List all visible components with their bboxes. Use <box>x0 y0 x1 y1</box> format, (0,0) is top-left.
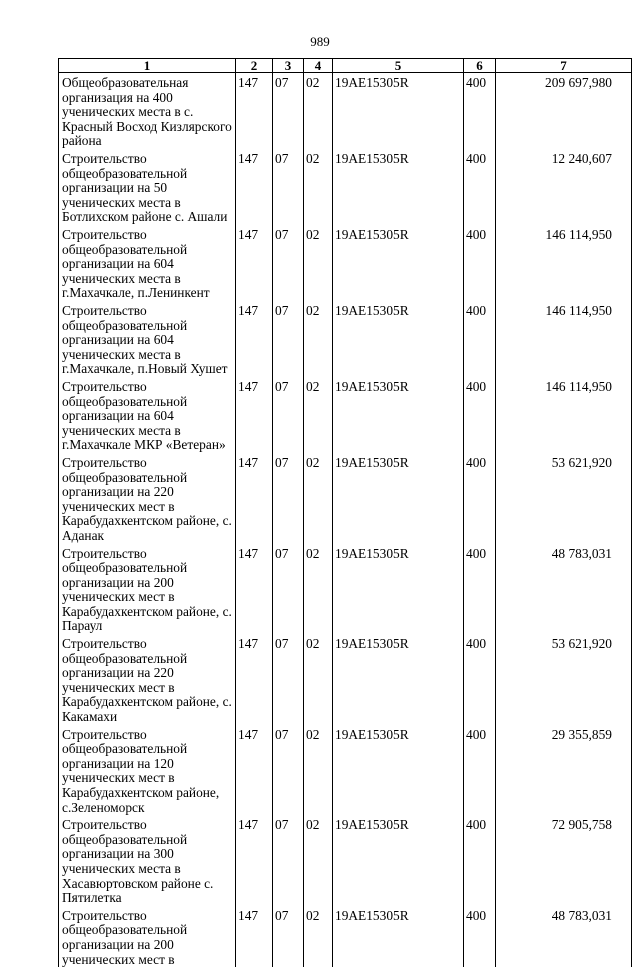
row-code-2: 147 <box>236 377 273 453</box>
row-code-2: 147 <box>236 73 273 149</box>
header-row <box>59 59 632 73</box>
row-target-article: 19AE15305R <box>333 906 464 967</box>
row-code-3: 07 <box>273 301 304 377</box>
table-row <box>59 725 632 816</box>
row-expense-type: 400 <box>464 377 496 453</box>
row-amount: 29 355,859 <box>496 725 632 816</box>
row-expense-type: 400 <box>464 301 496 377</box>
row-code-4: 02 <box>304 634 333 725</box>
row-target-article: 19AE15305R <box>333 149 464 225</box>
row-amount: 53 621,920 <box>496 634 632 725</box>
row-code-4: 02 <box>304 815 333 906</box>
row-code-3: 07 <box>273 906 304 967</box>
row-name: Общеобразовательная организация на 400 ученических места в с. Красный Восход Кизлярского района <box>59 73 236 149</box>
row-target-article: 19AE15305R <box>333 453 464 544</box>
row-name: Строительство общеобразовательной организации на 200 ученических мест в Карабудахкентском районе, с. Параул <box>59 544 236 635</box>
row-code-4: 02 <box>304 149 333 225</box>
row-target-article: 19AE15305R <box>333 73 464 149</box>
column-header-3: 3 <box>273 59 304 73</box>
row-expense-type: 400 <box>464 725 496 816</box>
row-target-article: 19AE15305R <box>333 815 464 906</box>
row-code-3: 07 <box>273 634 304 725</box>
row-amount: 209 697,980 <box>496 73 632 149</box>
row-code-2: 147 <box>236 544 273 635</box>
row-code-2: 147 <box>236 453 273 544</box>
row-code-3: 07 <box>273 73 304 149</box>
row-name: Строительство общеобразовательной организации на 50 ученических места в Ботлихском районе с. Ашали <box>59 149 236 225</box>
column-header-6: 6 <box>464 59 496 73</box>
page-number: 989 <box>0 34 640 50</box>
row-code-4: 02 <box>304 377 333 453</box>
row-amount: 146 114,950 <box>496 301 632 377</box>
row-expense-type: 400 <box>464 149 496 225</box>
table-row <box>59 815 632 906</box>
row-target-article: 19AE15305R <box>333 377 464 453</box>
row-code-4: 02 <box>304 544 333 635</box>
row-expense-type: 400 <box>464 225 496 301</box>
row-amount: 72 905,758 <box>496 815 632 906</box>
row-code-2: 147 <box>236 906 273 967</box>
row-code-4: 02 <box>304 725 333 816</box>
column-header-7: 7 <box>496 59 632 73</box>
row-expense-type: 400 <box>464 73 496 149</box>
table-body <box>59 73 632 967</box>
row-code-2: 147 <box>236 301 273 377</box>
row-code-3: 07 <box>273 725 304 816</box>
row-target-article: 19AE15305R <box>333 634 464 725</box>
table-row <box>59 149 632 225</box>
table-row <box>59 377 632 453</box>
table-header <box>59 59 632 73</box>
row-amount: 146 114,950 <box>496 225 632 301</box>
row-name: Строительство общеобразовательной организации на 604 ученических места в г.Махачкале, п.Новый Хушет <box>59 301 236 377</box>
row-name: Строительство общеобразовательной организации на 604 ученических места в г.Махачкале, п.Ленинкент <box>59 225 236 301</box>
column-header-5: 5 <box>333 59 464 73</box>
row-code-3: 07 <box>273 377 304 453</box>
row-expense-type: 400 <box>464 906 496 967</box>
row-target-article: 19AE15305R <box>333 301 464 377</box>
row-code-2: 147 <box>236 225 273 301</box>
row-code-2: 147 <box>236 815 273 906</box>
table-row <box>59 634 632 725</box>
row-code-3: 07 <box>273 225 304 301</box>
row-name: Строительство общеобразовательной организации на 604 ученических места в г.Махачкале МКР «Ветеран» <box>59 377 236 453</box>
row-amount: 146 114,950 <box>496 377 632 453</box>
row-code-3: 07 <box>273 815 304 906</box>
row-code-3: 07 <box>273 149 304 225</box>
row-name: Строительство общеобразовательной организации на 200 ученических мест в <box>59 906 236 967</box>
column-header-2: 2 <box>236 59 273 73</box>
row-expense-type: 400 <box>464 453 496 544</box>
row-expense-type: 400 <box>464 544 496 635</box>
row-amount: 53 621,920 <box>496 453 632 544</box>
row-amount: 12 240,607 <box>496 149 632 225</box>
column-header-1: 1 <box>59 59 236 73</box>
row-code-2: 147 <box>236 634 273 725</box>
row-code-4: 02 <box>304 301 333 377</box>
table-row <box>59 906 632 967</box>
table-row <box>59 225 632 301</box>
row-code-2: 147 <box>236 149 273 225</box>
table-row <box>59 301 632 377</box>
table-row <box>59 544 632 635</box>
row-expense-type: 400 <box>464 815 496 906</box>
budget-table <box>58 58 632 967</box>
row-code-4: 02 <box>304 906 333 967</box>
table-row <box>59 73 632 149</box>
row-code-3: 07 <box>273 453 304 544</box>
row-code-4: 02 <box>304 225 333 301</box>
row-amount: 48 783,031 <box>496 906 632 967</box>
table-row <box>59 453 632 544</box>
row-name: Строительство общеобразовательной организации на 300 ученических места в Хасавюртовском районе с. Пятилетка <box>59 815 236 906</box>
row-code-3: 07 <box>273 544 304 635</box>
row-target-article: 19AE15305R <box>333 725 464 816</box>
row-code-2: 147 <box>236 725 273 816</box>
column-header-4: 4 <box>304 59 333 73</box>
row-expense-type: 400 <box>464 634 496 725</box>
row-name: Строительство общеобразовательной организации на 120 ученических мест в Карабудахкентском районе, с.Зеленоморск <box>59 725 236 816</box>
row-code-4: 02 <box>304 73 333 149</box>
row-target-article: 19AE15305R <box>333 544 464 635</box>
row-target-article: 19AE15305R <box>333 225 464 301</box>
row-name: Строительство общеобразовательной организации на 220 ученических мест в Карабудахкентском районе, с. Какамахи <box>59 634 236 725</box>
row-code-4: 02 <box>304 453 333 544</box>
row-amount: 48 783,031 <box>496 544 632 635</box>
row-name: Строительство общеобразовательной организации на 220 ученических мест в Карабудахкентском районе, с. Аданак <box>59 453 236 544</box>
